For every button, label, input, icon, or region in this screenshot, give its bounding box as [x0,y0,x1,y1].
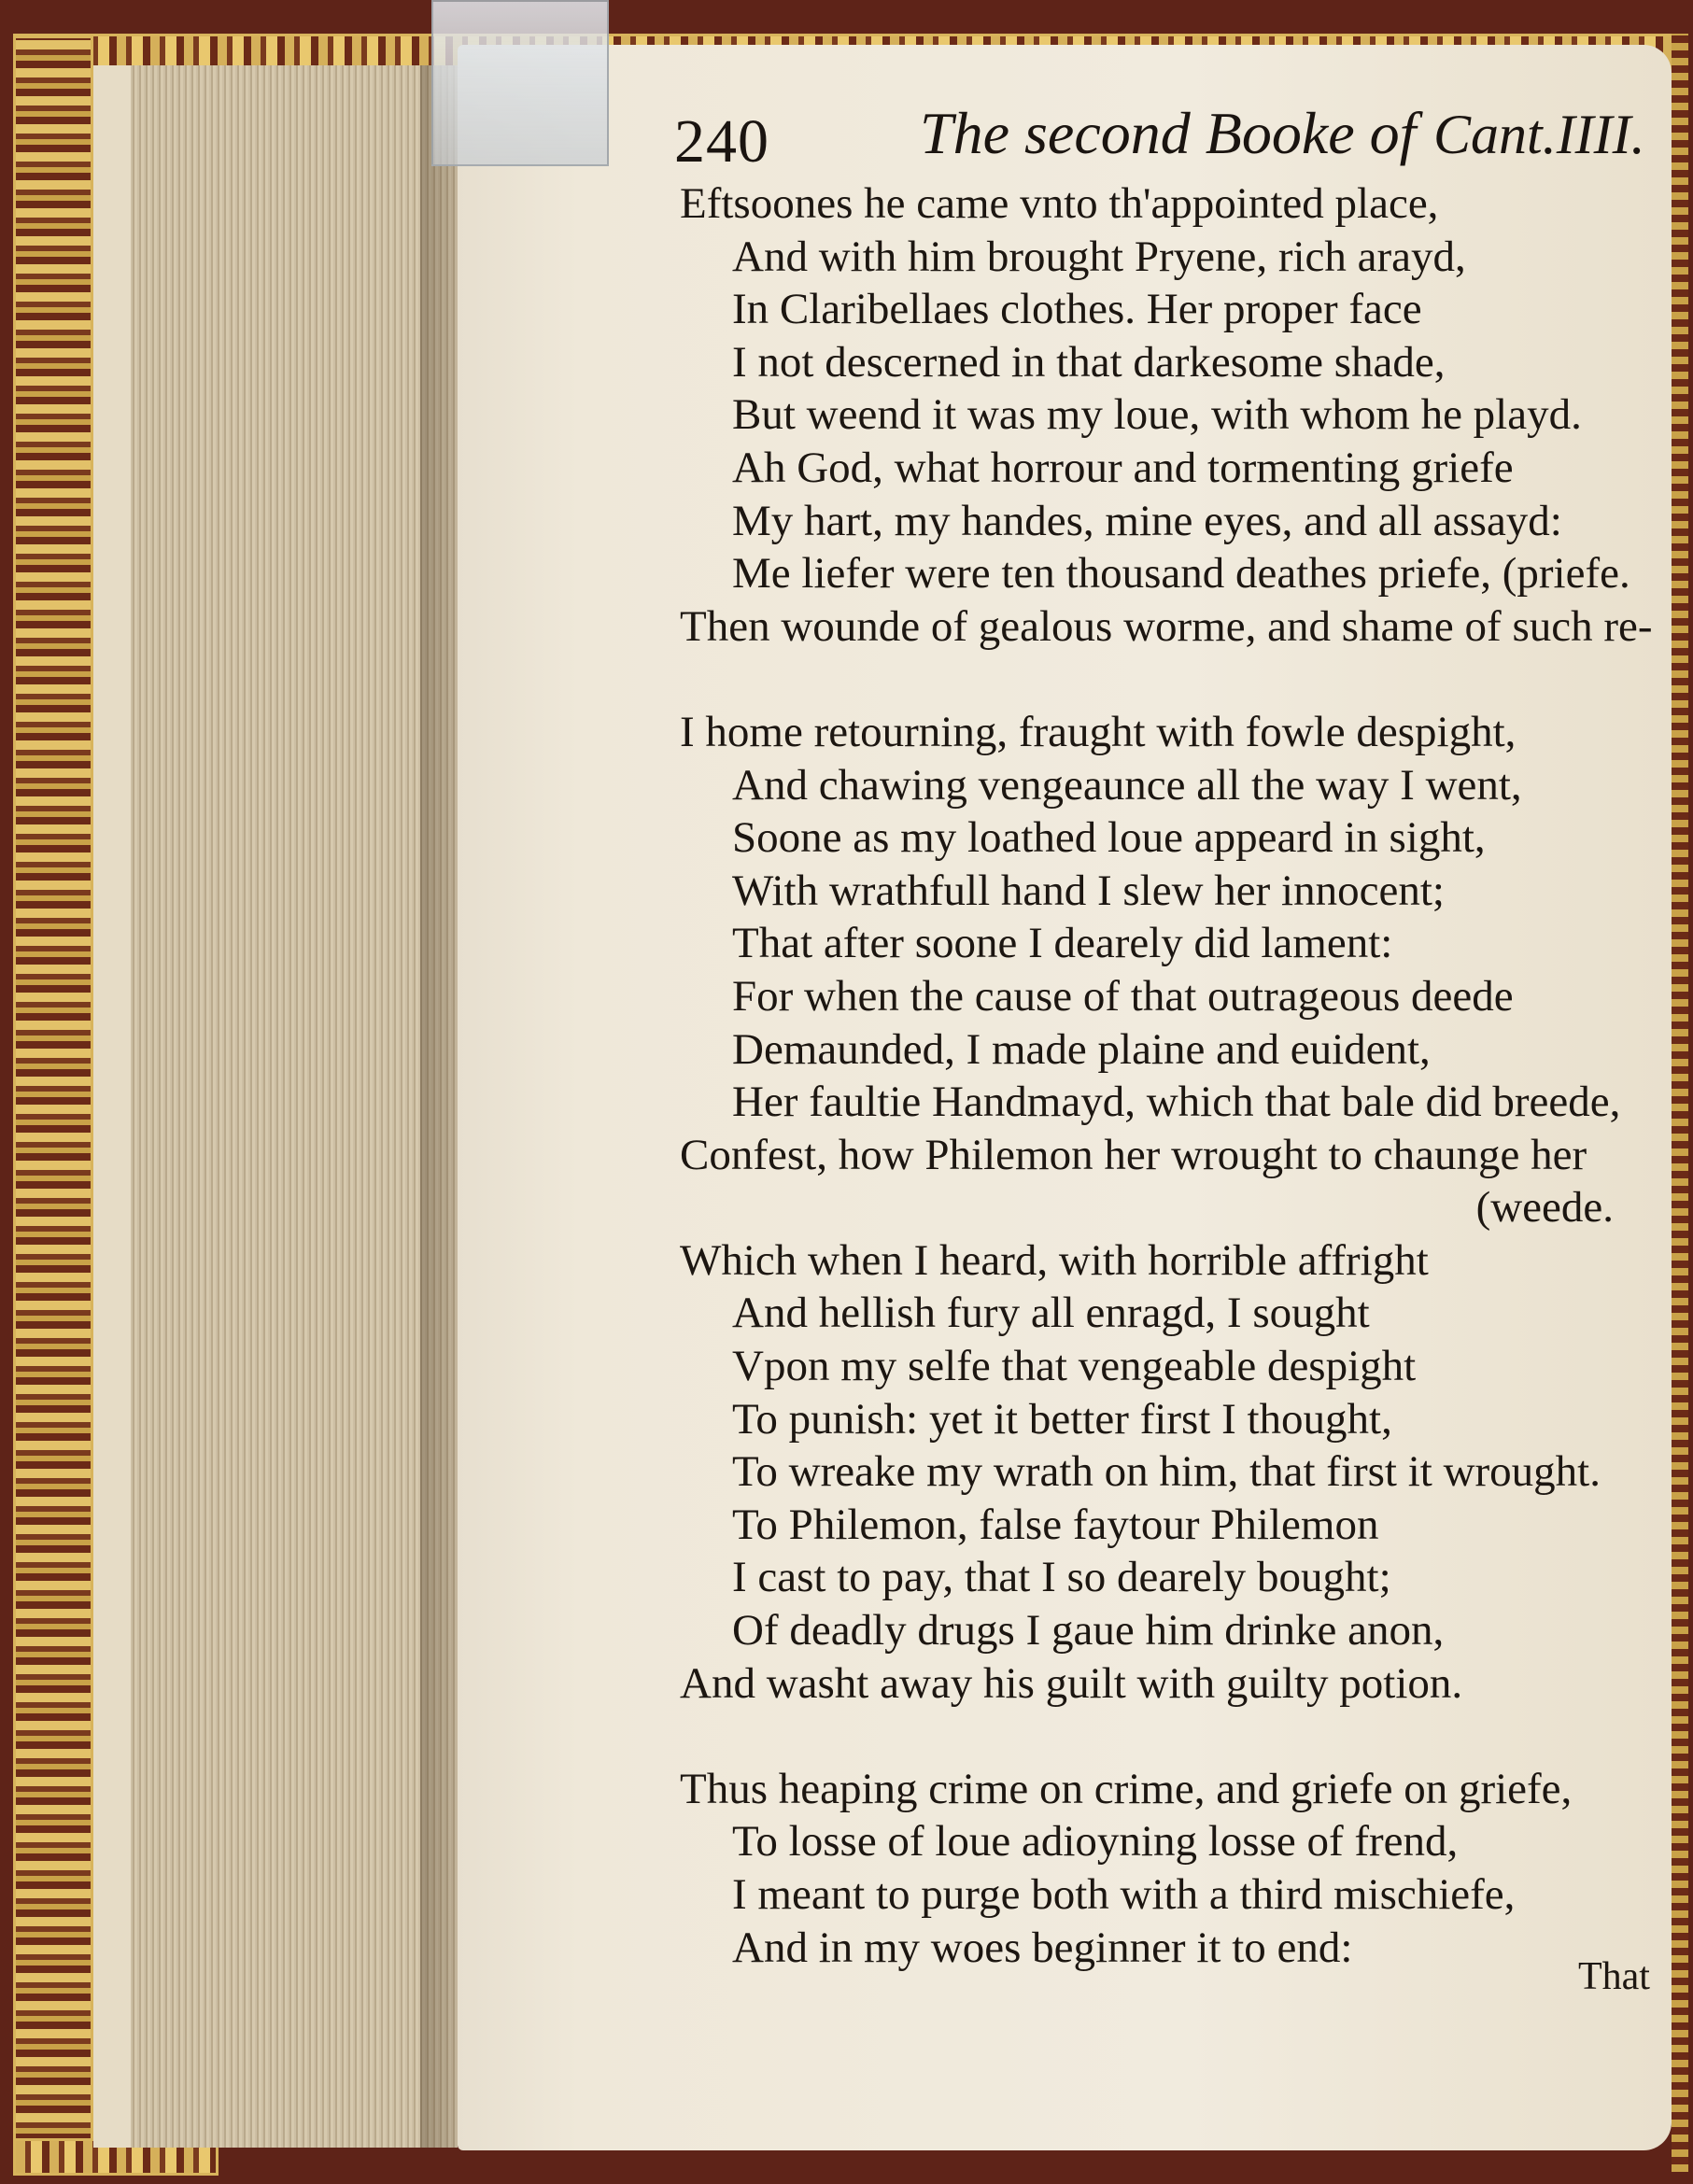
verse-line: Soone as my loathed loue appeard in sight, [732,813,1486,863]
verse-line: I not descerned in that darkesome shade, [732,337,1446,387]
verse-line: But weend it was my loue, with whom he playd. [732,390,1582,440]
verse-line: Thus heaping crime on crime, and griefe on griefe, [680,1764,1573,1813]
verse-line: And washt away his guilt with guilty potion. [680,1658,1463,1708]
verse-line: Ah God, what horrour and tormenting griefe [732,443,1514,492]
verse-line: To wreake my wrath on him, that first it wrought. [732,1447,1601,1497]
stanza [680,1763,1632,1974]
verse-line: Confest, how Philemon her wrought to chaunge her [680,1130,1587,1179]
verse-line: That after soone I dearely did lament: [732,919,1393,968]
verse-line: Then wounde of gealous worme, and shame of such re- [680,601,1653,651]
stanza [680,706,1632,1234]
verse-line: I cast to pay, that I so dearely bought; [732,1553,1391,1602]
verse-line: And with him brought Pryene, rich arayd, [732,232,1466,281]
verse-turnover: (weede. [1475,1183,1614,1233]
verse-line: With wrathfull hand I slew her innocent; [732,866,1445,915]
verse-line: To punish: yet it better first I thought, [732,1394,1392,1444]
verse-line: In Claribellaes clothes. Her proper face [732,285,1422,334]
verse-line: Of deadly drugs I gaue him drinke anon, [732,1606,1445,1656]
gilt-border-right [1672,34,1688,2172]
verse-line: I meant to purge both with a third mischiefe, [732,1870,1516,1919]
verse-line: I home retourning, fraught with fowle despight, [680,707,1517,756]
verse-line: Me liefer were ten thousand deathes priefe, (priefe. [732,549,1630,599]
page-number: 240 [674,107,769,176]
canto-label: Cant.IIII. [1433,104,1645,165]
verse-line: To Philemon, false faytour Philemon [732,1500,1379,1549]
verse-line: And chawing vengeaunce all the way I went, [732,760,1522,810]
verse-line: And hellish fury all enragd, I sought [732,1289,1370,1338]
running-header [0,90,1693,174]
verse-line: Vpon my selfe that vengeable despight [732,1342,1417,1391]
stanza [680,177,1653,653]
running-title: The second Booke of [920,100,1417,166]
page-edges-stack [93,65,458,2148]
stanza-gap [680,653,1632,706]
stanza [680,1234,1632,1710]
verse-line: My hart, my handes, mine eyes, and all assayd: [732,496,1562,545]
poem-text [680,177,1653,1974]
verse-line: Demaunded, I made plaine and euident, [732,1024,1431,1074]
catchword: That [1578,1955,1650,1998]
verse-line: Eftsoones he came vnto th'appointed place, [680,179,1439,228]
stanza-gap [680,1710,1632,1763]
verse-line: Which when I heard, with horrible affright [680,1235,1429,1285]
gilt-border-left [13,35,93,2164]
verse-line: For when the cause of that outrageous deede [732,971,1514,1021]
verse-line: To losse of loue adioyning losse of frend, [732,1817,1459,1867]
verse-line: And in my woes beginner it to end: [732,1923,1353,1972]
verse-line: Her faultie Handmayd, which that bale did breede, [732,1078,1621,1127]
